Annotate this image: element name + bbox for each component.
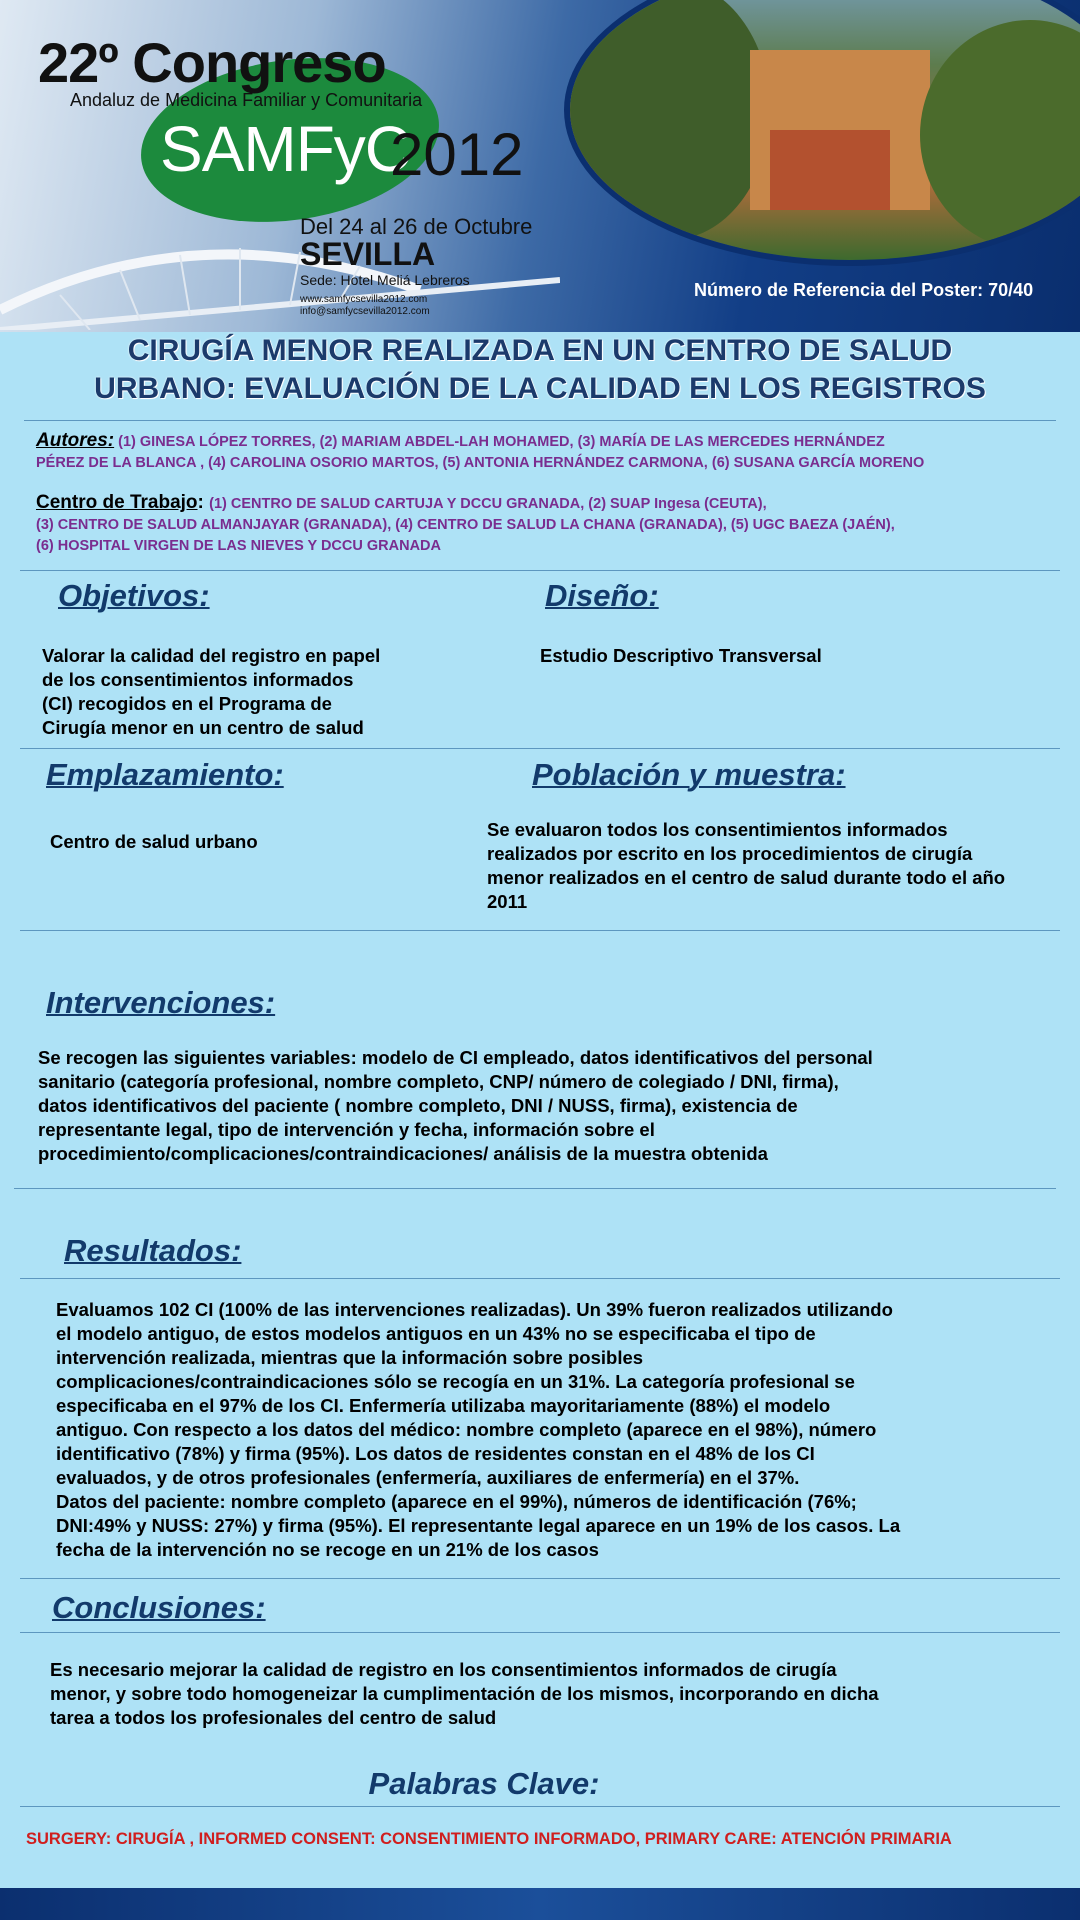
conclusiones-text [50,1658,1060,1730]
congress-venue: Sede: Hotel Meliá Lebreros [300,272,470,288]
congress-city: SEVILLA [300,236,436,272]
divider [24,420,1056,421]
poblacion-text [487,818,1057,914]
footer-band [0,1888,1080,1920]
intervenciones-line: sanitario (categoría profesional, nombre completo, CNP/ número de colegiado / DNI, firma), [38,1071,839,1092]
keywords-heading: Palabras Clave: [368,1766,600,1801]
congress-email: info@samfycsevilla2012.com [300,306,430,317]
title-line-2: URBANO: EVALUACIÓN DE LA CALIDAD EN LOS REGISTROS [94,372,986,405]
intervenciones-heading: Intervenciones: [46,985,276,1020]
divider [20,930,1060,931]
resultados-line: fecha de la intervención no se recoge en un 21% de los casos [56,1539,599,1560]
workplace-block [36,492,1056,557]
intervenciones-line: representante legal, tipo de intervención y fecha, información sobre el [38,1119,655,1140]
authors-line-2: PÉREZ DE LA BLANCA , (4) CAROLINA OSORIO MARTOS, (5) ANTONIA HERNÁNDEZ CARMONA, (6) SUSANA GARCÍA MORENO [36,455,925,471]
resultados-line: el modelo antiguo, de estos modelos antiguos en un 43% no se especificaba el tipo de [56,1323,816,1344]
objetivos-line: Valorar la calidad del registro en papel [42,645,381,666]
congress-subtitle: Andaluz de Medicina Familiar y Comunitaria [70,90,423,110]
workplace-colon: : [197,492,210,513]
emplazamiento-text: Centro de salud urbano [50,831,258,852]
congress-title: 22º Congreso [38,31,386,94]
intervenciones-text [38,1046,1058,1166]
divider [20,1278,1060,1279]
congress-dates: Del 24 al 26 de Octubre [300,214,533,239]
congress-website: www.samfycsevilla2012.com [300,294,428,305]
poblacion-heading: Población y muestra: [532,757,846,792]
poblacion-line: 2011 [487,891,528,912]
diseno-text: Estudio Descriptivo Transversal [540,645,822,666]
intervenciones-line: datos identificativos del paciente ( nombre completo, DNI / NUSS, firma), existencia de [38,1095,798,1116]
poblacion-line: menor realizados en el centro de salud durante todo el año [487,867,1006,888]
poblacion-line: Se evaluaron todos los consentimientos informados [487,819,948,840]
congress-year: 2012 [390,121,524,188]
title-line-1: CIRUGÍA MENOR REALIZADA EN UN CENTRO DE SALUD [127,334,953,367]
objetivos-line: de los consentimientos informados [42,669,354,690]
resultados-line: antiguo. Con respecto a los datos del médico: nombre completo (aparece en el 98%), número [56,1419,877,1440]
resultados-heading: Resultados: [64,1233,242,1268]
conclusiones-heading: Conclusiones: [52,1590,266,1625]
brand-logo: SAMFyC [160,113,410,185]
resultados-line: DNI:49% y NUSS: 27%) y firma (95%). El representante legal aparece en un 19% de los casos. La [56,1515,901,1536]
intervenciones-line: Se recogen las siguientes variables: modelo de CI empleado, datos identificativos del personal [38,1047,873,1068]
workplace-label: Centro de Trabajo [36,492,198,513]
header-banner [0,0,1080,332]
objetivos-line: (CI) recogidos en el Programa de [42,693,332,714]
diseno-heading: Diseño: [545,578,659,613]
resultados-line: Datos del paciente: nombre completo (aparece en el 99%), números de identificación (76%; [56,1491,857,1512]
authors-line-1: (1) GINESA LÓPEZ TORRES, (2) MARIAM ABDEL-LAH MOHAMED, (3) MARÍA DE LAS MERCEDES HERNÁNDEZ [114,434,885,450]
divider [20,570,1060,571]
workplace-line-3: (6) HOSPITAL VIRGEN DE LAS NIEVES Y DCCU GRANADA [36,538,441,554]
divider [20,748,1060,749]
workplace-line-2: (3) CENTRO DE SALUD ALMANJAYAR (GRANADA), (4) CENTRO DE SALUD LA CHANA (GRANADA), (5) UGC BAEZA (JAÉN), [36,517,895,533]
resultados-line: complicaciones/contraindicaciones sólo se recogía en un 31%. La categoría profesional se [56,1371,855,1392]
conclusiones-line: tarea a todos los profesionales del centro de salud [50,1707,497,1728]
divider [20,1806,1060,1807]
resultados-text [56,1298,1066,1562]
poster-reference: Número de Referencia del Poster: 70/40 [694,280,1034,300]
conclusiones-line: menor, y sobre todo homogeneizar la cumplimentación de los mismos, incorporando en dicha [50,1683,879,1704]
resultados-line: intervención realizada, mientras que la información sobre posibles [56,1347,644,1368]
resultados-line: especificaba en el 97% de los CI. Enfermería utilizaba mayoritariamente (88%) el modelo [56,1395,831,1416]
divider [20,1632,1060,1633]
divider [20,1578,1060,1579]
intervenciones-line: procedimiento/complicaciones/contraindicaciones/ análisis de la muestra obtenida [38,1143,768,1164]
objetivos-line: Cirugía menor en un centro de salud [42,717,364,738]
authors-label: Autores: [36,430,115,451]
alcazar-photo [570,0,1080,260]
resultados-line: Evaluamos 102 CI (100% de las intervenciones realizadas). Un 39% fueron realizados utilizando [56,1299,893,1320]
conclusiones-line: Es necesario mejorar la calidad de registro en los consentimientos informados de cirugía [50,1659,837,1680]
authors-block [36,430,1056,474]
poblacion-line: realizados por escrito en los procedimientos de cirugía [487,843,973,864]
emplazamiento-heading: Emplazamiento: [46,757,284,792]
resultados-line: evaluados, y de otros profesionales (enfermería, auxiliares de enfermería) en el 37%. [56,1467,800,1488]
resultados-line: identificativo (78%) y firma (95%). Los datos de residentes constan en el 48% de los CI [56,1443,815,1464]
objetivos-heading: Objetivos: [58,578,210,613]
poster-title [20,332,1060,408]
keywords-text: SURGERY: CIRUGÍA , INFORMED CONSENT: CONSENTIMIENTO INFORMADO, PRIMARY CARE: ATENCIÓN PRIMARIA [26,1830,952,1848]
workplace-line-1: (1) CENTRO DE SALUD CARTUJA Y DCCU GRANADA, (2) SUAP Ingesa (CEUTA), [209,496,767,512]
divider [14,1188,1056,1189]
objetivos-text [42,644,472,740]
